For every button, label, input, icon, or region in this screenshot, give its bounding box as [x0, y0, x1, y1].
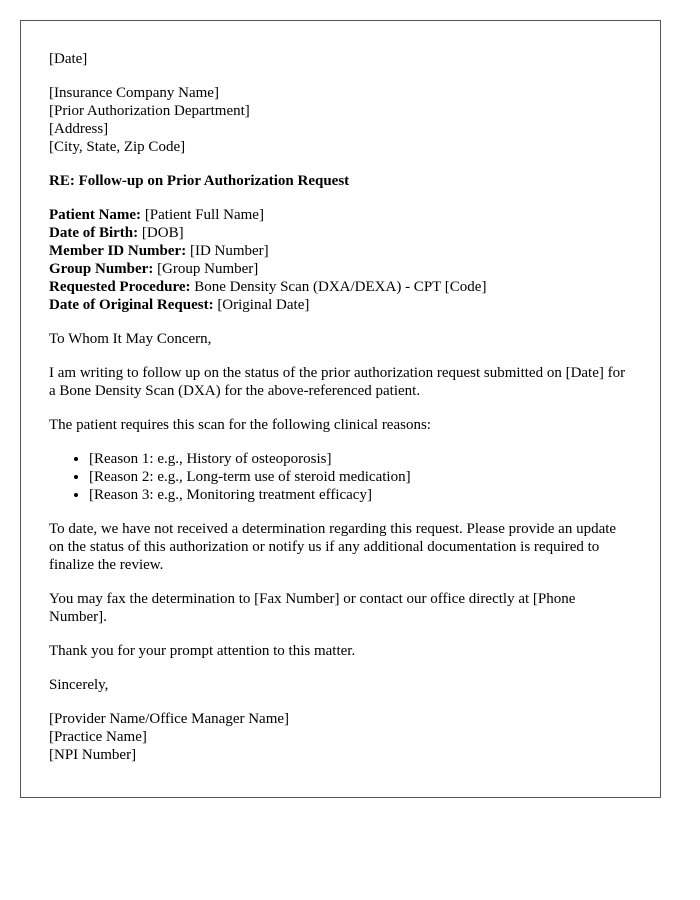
signature-npi: [NPI Number]: [49, 747, 137, 763]
closing: Sincerely,: [49, 677, 109, 693]
group-number-value: [Group Number]: [153, 261, 259, 277]
patient-name-label: Patient Name:: [49, 207, 142, 223]
list-item: • [Reason 1: e.g., History of osteoporosis]: [89, 450, 632, 468]
recipient-address-line: [Address]: [49, 121, 109, 137]
list-item: • [Reason 3: e.g., Monitoring treatment efficacy]: [89, 486, 632, 504]
dob-value: [DOB]: [138, 225, 184, 241]
subject-text: RE: Follow-up on Prior Authorization Request: [49, 173, 350, 189]
recipient-address: [49, 84, 632, 156]
member-id-label: Member ID Number:: [49, 243, 187, 259]
subject-line: [49, 172, 632, 190]
member-id-row: [49, 242, 632, 260]
dob-label: Date of Birth:: [49, 225, 139, 241]
original-date-row: [49, 296, 632, 314]
reasons-list: [49, 450, 632, 504]
body-paragraph-1: I am writing to follow up on the status of the prior authorization request submitted on [Date] for a Bone Density Scan (DXA) for the above-referenced patient.: [49, 365, 626, 399]
patient-name-row: [49, 206, 632, 224]
patient-name-value: [Patient Full Name]: [141, 207, 264, 223]
procedure-label: Requested Procedure:: [49, 279, 191, 295]
list-item: • [Reason 2: e.g., Long-term use of steroid medication]: [89, 468, 632, 486]
signature-name: [Provider Name/Office Manager Name]: [49, 711, 290, 727]
original-date-label: Date of Original Request:: [49, 297, 214, 313]
procedure-value: Bone Density Scan (DXA/DEXA) - CPT [Code]: [190, 279, 487, 295]
member-id-value: [ID Number]: [186, 243, 269, 259]
recipient-city-state-zip: [City, State, Zip Code]: [49, 139, 186, 155]
recipient-department: [Prior Authorization Department]: [49, 103, 250, 119]
salutation: To Whom It May Concern,: [49, 331, 212, 347]
dob-row: [49, 224, 632, 242]
letter-page: [20, 20, 661, 798]
procedure-row: [49, 278, 632, 296]
body-paragraph-3: To date, we have not received a determination regarding this request. Please provide an update on the status of this authorization or notify us if any additional documentation is required to finalize the review.: [49, 521, 617, 573]
patient-info: [49, 206, 632, 314]
body-paragraph-5: Thank you for your prompt attention to this matter.: [49, 643, 356, 659]
letter-date: [49, 50, 632, 68]
date-text: [Date]: [49, 51, 88, 67]
group-number-label: Group Number:: [49, 261, 154, 277]
recipient-company: [Insurance Company Name]: [49, 85, 219, 101]
signature-practice: [Practice Name]: [49, 729, 147, 745]
body-paragraph-4: You may fax the determination to [Fax Number] or contact our office directly at [Phone Number].: [49, 591, 576, 625]
body-paragraph-2: The patient requires this scan for the following clinical reasons:: [49, 417, 431, 433]
signature-block: [49, 710, 632, 764]
original-date-value: [Original Date]: [213, 297, 310, 313]
group-number-row: [49, 260, 632, 278]
